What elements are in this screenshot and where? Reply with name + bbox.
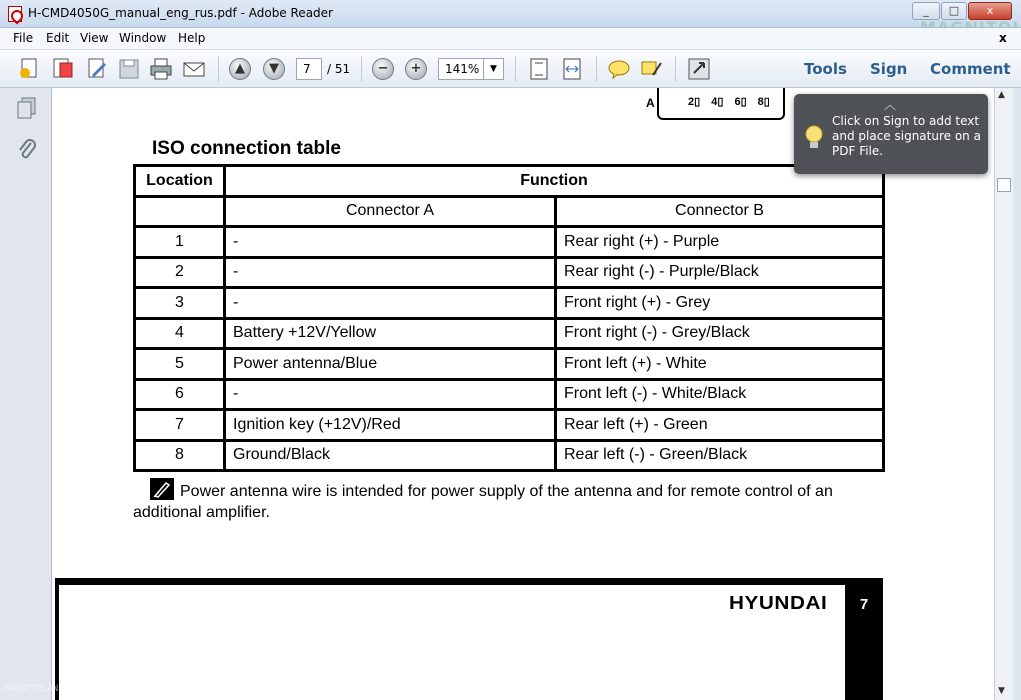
connector-a-cell: - xyxy=(225,379,556,410)
scrollbar-thumb[interactable] xyxy=(997,178,1011,192)
connector-b-cell: Front left (+) - White xyxy=(556,349,884,380)
toolbar-separator xyxy=(675,56,676,82)
lightbulb-icon xyxy=(803,124,825,155)
connector-b-cell: Front right (-) - Grey/Black xyxy=(556,318,884,349)
location-cell: 1 xyxy=(135,227,225,258)
connector-b-cell: Rear right (+) - Purple xyxy=(556,227,884,258)
adobe-reader-icon xyxy=(8,6,22,22)
create-pdf-icon[interactable] xyxy=(16,57,42,81)
menu-window[interactable]: Window xyxy=(119,31,167,45)
vertical-scrollbar[interactable] xyxy=(994,88,1013,700)
save-icon[interactable] xyxy=(116,57,142,81)
highlight-text-icon[interactable] xyxy=(639,57,665,81)
scroll-down-arrow-icon[interactable]: ▼ xyxy=(998,686,1005,696)
edit-pdf-icon[interactable] xyxy=(84,57,110,81)
table-header-row xyxy=(135,166,884,197)
fit-width-icon[interactable] xyxy=(559,57,585,81)
header-function: Function xyxy=(225,166,884,197)
toolbar-separator xyxy=(361,56,362,82)
iso-connection-table xyxy=(133,164,885,472)
location-cell: 4 xyxy=(135,318,225,349)
connector-b-cell: Front left (-) - White/Black xyxy=(556,379,884,410)
location-cell: 6 xyxy=(135,379,225,410)
status-watermark: MAGNITOLANE.ORG/ LRU/ LRU/.NET/ xyxy=(4,684,172,694)
zoom-dropdown-chevron-down-icon[interactable]: ▼ xyxy=(483,58,504,80)
footer-left-rule xyxy=(55,585,59,700)
table-row xyxy=(135,257,884,288)
sign-tooltip xyxy=(794,94,988,174)
location-cell: 5 xyxy=(135,349,225,380)
section-title: ISO connection table xyxy=(152,138,341,159)
footer-rule xyxy=(55,578,883,585)
menu-bar xyxy=(0,28,1021,50)
sticky-note-icon[interactable] xyxy=(606,57,632,81)
sign-pane-button[interactable]: Sign xyxy=(870,60,908,78)
toolbar xyxy=(0,50,1021,88)
minimize-button[interactable]: _ xyxy=(912,2,940,20)
print-icon[interactable] xyxy=(148,57,174,81)
empty-cell xyxy=(135,196,225,227)
menu-view[interactable]: View xyxy=(80,31,109,45)
zoom-level-input[interactable]: 141% xyxy=(438,58,484,80)
table-row xyxy=(135,318,884,349)
table-row xyxy=(135,288,884,319)
header-location: Location xyxy=(135,166,225,197)
title-bar xyxy=(0,0,1021,28)
tools-pane-button[interactable]: Tools xyxy=(804,60,847,78)
connector-a-cell: Ignition key (+12V)/Red xyxy=(225,410,556,441)
page-thumbnails-icon[interactable] xyxy=(16,96,36,118)
connector-a-cell: - xyxy=(225,257,556,288)
connector-a-cell: Battery +12V/Yellow xyxy=(225,318,556,349)
zoom-in-button[interactable]: + xyxy=(405,58,427,80)
table-row xyxy=(135,349,884,380)
table-row xyxy=(135,440,884,471)
navigation-pane xyxy=(0,88,52,700)
table-row xyxy=(135,410,884,441)
scroll-up-arrow-icon[interactable]: ▲ xyxy=(998,90,1005,100)
menu-help[interactable]: Help xyxy=(178,31,206,45)
location-cell: 8 xyxy=(135,440,225,471)
attachments-paperclip-icon[interactable] xyxy=(16,138,36,160)
comment-pane-button[interactable]: Comment xyxy=(930,60,1011,78)
fit-page-icon[interactable] xyxy=(526,57,552,81)
close-document-button[interactable]: x xyxy=(999,31,1007,45)
window-title: H-CMD4050G_manual_eng_rus.pdf - Adobe Reader xyxy=(28,6,333,20)
previous-page-icon[interactable]: ▲ xyxy=(229,58,251,80)
toolbar-separator xyxy=(515,56,516,82)
tooltip-text: Click on Sign to add text and place signature on a PDF File. xyxy=(832,114,981,158)
connector-b-cell: Front right (+) - Grey xyxy=(556,288,884,319)
note-paragraph xyxy=(133,478,885,523)
window-border xyxy=(1013,88,1021,700)
menu-file[interactable]: File xyxy=(13,31,34,45)
location-cell: 3 xyxy=(135,288,225,319)
connector-a-cell: Power antenna/Blue xyxy=(225,349,556,380)
close-button[interactable]: x xyxy=(968,2,1012,20)
toolbar-separator xyxy=(596,56,597,82)
location-cell: 7 xyxy=(135,410,225,441)
note-pen-icon xyxy=(150,478,174,500)
connector-b-cell: Rear right (-) - Purple/Black xyxy=(556,257,884,288)
connector-b-cell: Rear left (-) - Green/Black xyxy=(556,440,884,471)
page-total: / 51 xyxy=(327,62,351,76)
note-text: Power antenna wire is intended for power supply of the antenna and for remote control of an additional amplifier. xyxy=(133,483,833,521)
connector-a-cell: - xyxy=(225,288,556,319)
zoom-out-button[interactable]: − xyxy=(372,58,394,80)
connector-a-cell: Ground/Black xyxy=(225,440,556,471)
email-icon[interactable] xyxy=(181,57,207,81)
connector-pins: 2▯ 4▯ 6▯ 8▯ xyxy=(688,96,770,108)
connector-b-cell: Rear left (+) - Green xyxy=(556,410,884,441)
maximize-button[interactable]: □ xyxy=(941,2,967,20)
collapse-chevron-up-icon[interactable]: ︿ xyxy=(884,98,897,112)
table-row xyxy=(135,227,884,258)
table-row xyxy=(135,379,884,410)
brand-logo: HYUNDAI xyxy=(729,593,828,613)
connector-label: A xyxy=(646,96,655,110)
expand-icon[interactable] xyxy=(686,57,712,81)
menu-edit[interactable]: Edit xyxy=(46,31,70,45)
table-subheader-row xyxy=(135,196,884,227)
next-page-icon[interactable]: ▼ xyxy=(263,58,285,80)
connector-a-cell: - xyxy=(225,227,556,258)
header-connector-b: Connector B xyxy=(556,196,884,227)
location-cell: 2 xyxy=(135,257,225,288)
combine-files-icon[interactable] xyxy=(50,57,76,81)
header-connector-a: Connector A xyxy=(225,196,556,227)
page-number-input[interactable]: 7 xyxy=(296,58,322,80)
toolbar-separator xyxy=(218,56,219,82)
page-number: 7 xyxy=(859,596,869,613)
